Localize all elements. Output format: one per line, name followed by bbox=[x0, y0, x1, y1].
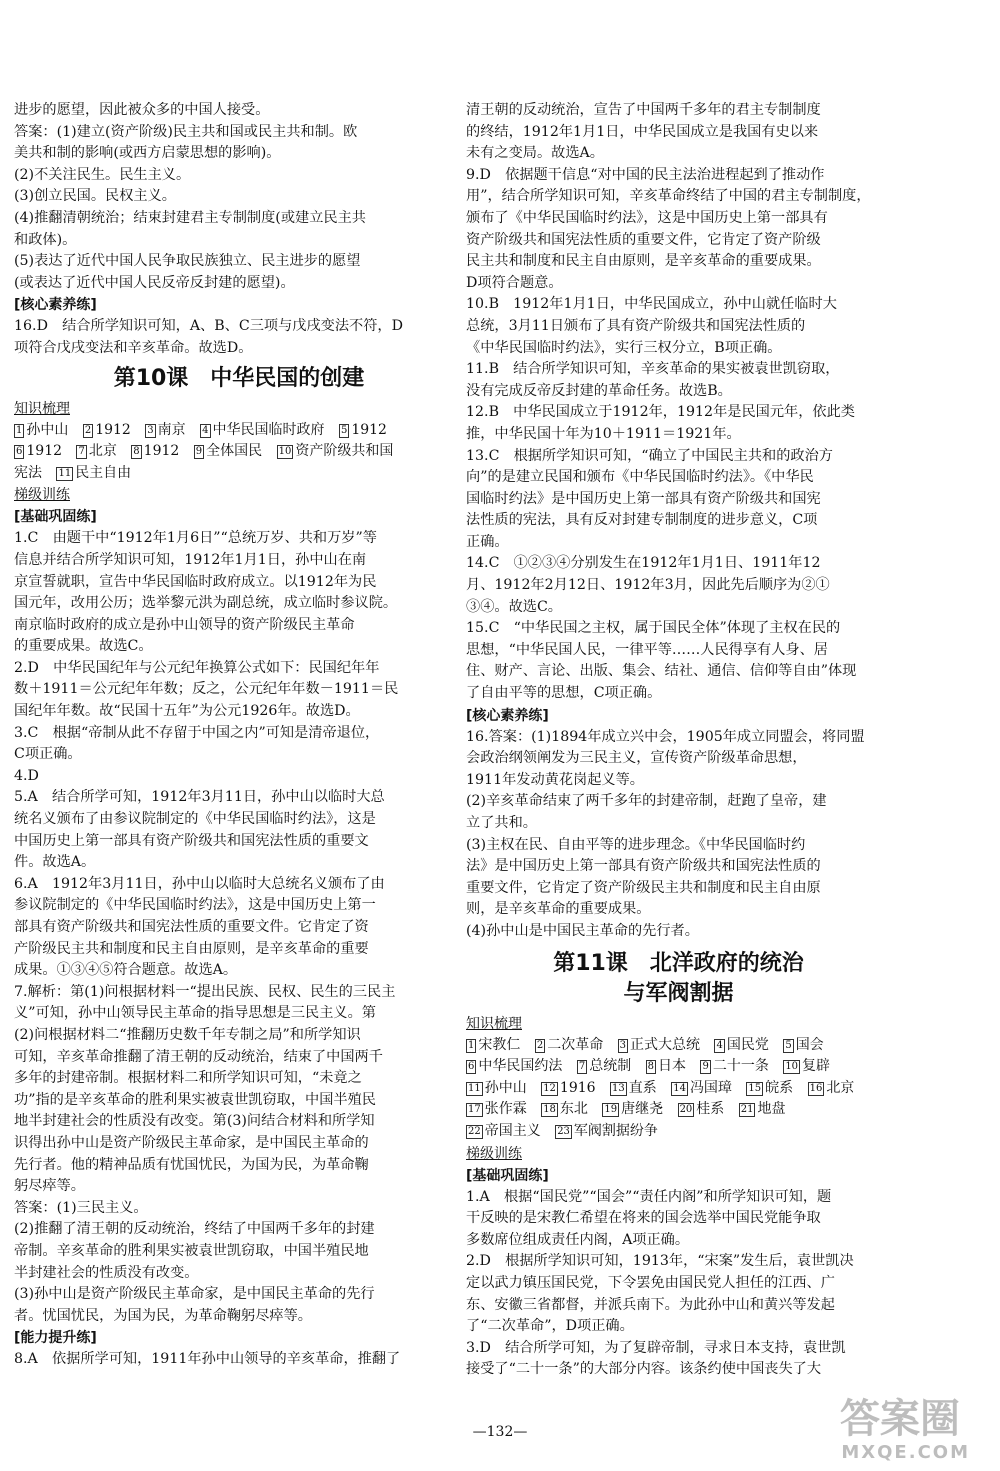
watermark-logo: 答案圈 bbox=[840, 1396, 960, 1442]
text-line: 的重要成果。故选C。 bbox=[14, 638, 153, 655]
knowledge-item: 10 复辟 bbox=[785, 1058, 831, 1075]
knowledge-row bbox=[466, 1056, 891, 1078]
text-line: 2.D 根据所学知识可知，1913年，“宋案”发生后，袁世凯决 bbox=[466, 1253, 854, 1270]
knowledge-item: 2 二次革命 bbox=[536, 1036, 604, 1053]
knowledge-item: 3 南京 bbox=[147, 421, 186, 438]
text-line: 8.A 依据所学可知，1911年孙中山领导的辛亥革命，推翻了 bbox=[14, 1351, 401, 1368]
knowledge-item: 7 北京 bbox=[78, 443, 117, 460]
knowledge-item: 17 张作霖 bbox=[468, 1101, 527, 1118]
text-line: 11.B 结合所学知识可知，辛亥革命的果实被袁世凯窃取， bbox=[466, 361, 840, 378]
text-line: 用”，结合所学知识可知，辛亥革命终结了中国的君主专制制度， bbox=[466, 188, 871, 205]
text-line: (5)表达了近代中国人民争取民族独立、民主进步的愿望 bbox=[14, 253, 361, 270]
page-number: —132— bbox=[472, 1424, 528, 1440]
text-line: 资产阶级共和国宪法性质的重要文件，它肯定了资产阶级 bbox=[466, 231, 821, 248]
text-line: 躬尽瘁等。 bbox=[14, 1178, 85, 1195]
knowledge-item: 5 国会 bbox=[785, 1036, 824, 1053]
knowledge-item: 6 1912 bbox=[16, 443, 63, 460]
text-line: 义”可知，孙中山领导民主革命的指导思想是三民主义。第 bbox=[14, 1005, 376, 1022]
knowledge-item: 8 日本 bbox=[647, 1058, 687, 1075]
knowledge-item: 23 军阀割据纷争 bbox=[557, 1122, 658, 1139]
text-line: 定以武力镇压国民党，下令罢免由国民党人担任的江西、广 bbox=[466, 1274, 835, 1291]
text-line: 1.A 根据“国民党”“国会”“责任内阁”和所学知识可知，题 bbox=[466, 1188, 832, 1205]
knowledge-item: 21 地盘 bbox=[740, 1101, 786, 1118]
text-line: (4)推翻清朝统治；结束封建君主专制制度(或建立民主共 bbox=[14, 209, 366, 226]
knowledge-item: 4 中华民国临时政府 bbox=[202, 421, 325, 438]
lesson-title: 第10课 中华民国的创建 bbox=[113, 365, 365, 391]
text-line: (或表达了近代中国人民反帝反封建的愿望)。 bbox=[14, 274, 295, 291]
text-line: 美共和制的影响(或西方启蒙思想的影响)。 bbox=[14, 145, 281, 162]
section-heading: 知识梳理 bbox=[14, 400, 70, 417]
text-line: 数＋1911＝公元纪年年数；反之，公元纪年年数－1911＝民 bbox=[14, 681, 399, 698]
text-line: 者。忧国忧民，为国为民，为革命鞠躬尽瘁等。 bbox=[14, 1307, 312, 1324]
knowledge-item: 宪法 bbox=[14, 464, 42, 481]
knowledge-item: 19 唐继尧 bbox=[604, 1101, 664, 1118]
text-line: 2.D 中华民国纪年与公元纪年换算公式如下：民国纪年年 bbox=[14, 659, 380, 676]
knowledge-item: 7 总统制 bbox=[578, 1058, 632, 1075]
text-line: 则，是辛亥革命的重要成果。 bbox=[466, 901, 651, 918]
text-line: 功”指的是辛亥革命的胜利果实被袁世凯窃取，中国半殖民 bbox=[14, 1091, 376, 1108]
knowledge-item: 8 1912 bbox=[133, 443, 180, 460]
text-line: 向”的是建立民国和颁布《中华民国临时约法》。《中华民 bbox=[466, 469, 814, 486]
knowledge-item: 5 1912 bbox=[340, 421, 387, 438]
text-line: 6.A 1912年3月11日，孙中山以临时大总统名义颁布了由 bbox=[14, 875, 385, 892]
right-column bbox=[466, 100, 891, 1381]
text-line: 东、安徽三省都督，并派兵南下。为此孙中山和黄兴等发起 bbox=[466, 1296, 835, 1313]
text-line: 16.D 结合所学知识可知，A、B、C三项与戊戌变法不符，D bbox=[14, 318, 403, 335]
knowledge-item: 6 中华民国约法 bbox=[468, 1058, 563, 1075]
watermark-site: MXQE.COM bbox=[841, 1442, 970, 1463]
knowledge-item: 20 桂系 bbox=[679, 1101, 725, 1118]
text-line: 10.B 1912年1月1日，中华民国成立，孙中山就任临时大 bbox=[466, 296, 837, 313]
text-line: 产阶级民主共和制度和民主自由原则，是辛亥革命的重要 bbox=[14, 940, 369, 957]
lesson-title: 第11课 北洋政府的统治 bbox=[553, 950, 804, 976]
text-line: (2)辛亥革命结束了两千多年的封建帝制，赶跑了皇帝，建 bbox=[466, 793, 827, 810]
text-line: 13.C 根据所学知识可知，“确立了中国民主共和的政治方 bbox=[466, 447, 833, 464]
lesson-title-continued: 与军阀割据 bbox=[623, 980, 734, 1006]
text-line: 《中华民国临时约法》，实行三权分立，B项正确。 bbox=[466, 339, 782, 356]
text-line: 和政体)。 bbox=[14, 231, 77, 248]
knowledge-item: 16 北京 bbox=[809, 1079, 855, 1096]
text-line: 多数席位组成责任内阁，A项正确。 bbox=[466, 1231, 690, 1248]
text-line: (4)孙中山是中国民主革命的先行者。 bbox=[466, 922, 699, 939]
knowledge-row bbox=[466, 1035, 891, 1057]
knowledge-item: 3 正式大总统 bbox=[619, 1036, 701, 1053]
text-line: 法性质的宪法，具有反对封建专制制度的进步意义，C项 bbox=[466, 512, 818, 529]
knowledge-row bbox=[466, 1121, 891, 1143]
text-line: 民主共和制度和民主自由原则，是辛亥革命的重要成果。 bbox=[466, 253, 821, 270]
knowledge-item: 10 资产阶级共和国 bbox=[278, 443, 394, 460]
text-line: 思想，“中华民国人民，一律平等……人民得享有人身、居 bbox=[466, 641, 828, 658]
text-line: 帝制。辛亥革命的胜利果实被袁世凯窃取，中国半殖民地 bbox=[14, 1242, 369, 1259]
text-line: 干反映的是宋教仁希望在将来的国会选举中国民党能争取 bbox=[466, 1210, 821, 1227]
knowledge-row bbox=[466, 1099, 891, 1121]
knowledge-item: 22 帝国主义 bbox=[468, 1122, 541, 1139]
text-line: 12.B 中华民国成立于1912年，1912年是民国元年，依此类 bbox=[466, 404, 855, 421]
knowledge-row bbox=[466, 1078, 891, 1100]
text-line: 颁布了《中华民国临时约法》，这是中国历史上第一部具有 bbox=[466, 209, 828, 226]
text-line: 9.D 依据题干信息“对中国的民主法治进程起到了推动作 bbox=[466, 166, 825, 183]
section-heading: 知识梳理 bbox=[466, 1015, 522, 1032]
knowledge-item: 9 二十一条 bbox=[702, 1058, 769, 1075]
text-line: 法》是中国历史上第一部具有资产阶级共和国宪法性质的 bbox=[466, 858, 821, 875]
text-line: 了“二次革命”，D项正确。 bbox=[466, 1318, 634, 1335]
text-line: 进步的愿望，因此被众多的中国人接受。 bbox=[14, 102, 270, 118]
text-line: 正确。 bbox=[466, 533, 509, 550]
text-line: (2)推翻了清王朝的反动统治，终结了中国两千多年的封建 bbox=[14, 1221, 375, 1238]
text-line: 的终结，1912年1月1日，中华民国成立是我国有史以来 bbox=[466, 123, 819, 140]
text-line: (2)问根据材料二“推翻历史数千年专制之局”和所学知识 bbox=[14, 1026, 361, 1043]
knowledge-item: 1 孙中山 bbox=[16, 421, 69, 438]
text-line: 7.解析：第(1)问根据材料一“提出民族、民权、民生的三民主 bbox=[14, 983, 396, 1000]
text-line: 统名义颁布了由参议院制定的《中华民国临时约法》，这是 bbox=[14, 811, 376, 828]
text-line: 半封建社会的性质没有改变。 bbox=[14, 1264, 199, 1281]
text-line: 识得出孙中山是资产阶级民主革命家，是中国民主革命的 bbox=[14, 1134, 369, 1151]
text-line: 中国历史上第一部具有资产阶级共和国宪法性质的重要文 bbox=[14, 832, 369, 849]
text-line: 会政治纲领阐发为三民主义，宣传资产阶级革命思想， bbox=[466, 750, 807, 767]
section-tag: [基础巩固练] bbox=[14, 509, 97, 526]
text-line: 14.C ①②③④分别发生在1912年1月1日、1911年12 bbox=[466, 555, 821, 572]
text-line: 地半封建社会的性质没有改变。第(3)问结合材料和所学知 bbox=[14, 1113, 375, 1130]
text-line: 未有之变局。故选A。 bbox=[466, 145, 604, 162]
text-line: 了自由平等的思想，C项正确。 bbox=[466, 685, 662, 702]
text-line: 先行者。他的精神品质有忧国忧民，为国为民，为革命鞠 bbox=[14, 1156, 369, 1173]
answer-line: 答案：(1)建立(资产阶级)民主共和国或民主共和制。欧 bbox=[14, 123, 358, 140]
text-line: 5.A 结合所学可知，1912年3月11日，孙中山以临时大总 bbox=[14, 789, 385, 806]
knowledge-item: 15 皖系 bbox=[748, 1079, 794, 1096]
knowledge-item: 12 1916 bbox=[543, 1079, 596, 1096]
text-line: D项符合题意。 bbox=[466, 274, 563, 291]
knowledge-item: 14 冯国璋 bbox=[673, 1079, 732, 1096]
left-column bbox=[14, 100, 464, 1371]
section-tag: [能力提升练] bbox=[14, 1330, 97, 1347]
knowledge-row bbox=[14, 463, 464, 485]
text-line: 住、财产、言论、出版、集会、结社、通信、信仰等自由”体现 bbox=[466, 663, 857, 680]
text-line: 信息并结合所学知识可知，1912年1月1日，孙中山在南 bbox=[14, 551, 367, 568]
text-line: 南京临时政府的成立是孙中山领导的资产阶级民主革命 bbox=[14, 616, 355, 633]
text-line: 推，中华民国十年为10＋1911＝1921年。 bbox=[466, 425, 741, 442]
text-line: 国临时约法》是中国历史上第一部具有资产阶级共和国宪 bbox=[466, 490, 821, 507]
text-line: 京宣誓就职，宣告中华民国临时政府成立。以1912年为民 bbox=[14, 573, 377, 590]
section-heading: 梯级训练 bbox=[14, 487, 70, 504]
answer-line: 答案：(1)三民主义。 bbox=[14, 1199, 148, 1216]
text-line: 国纪年年数。故“民国十五年”为公元1926年。故选D。 bbox=[14, 703, 360, 720]
text-line: 总统，3月11日颁布了具有资产阶级共和国宪法性质的 bbox=[466, 317, 806, 334]
knowledge-row bbox=[14, 441, 464, 463]
text-line: 参议院制定的《中华民国临时约法》，这是中国历史上第一 bbox=[14, 897, 376, 914]
section-tag: [基础巩固练] bbox=[466, 1167, 549, 1184]
text-line: (3)孙中山是资产阶级民主革命家，是中国民主革命的先行 bbox=[14, 1286, 375, 1303]
text-line: 15.C “中华民国之主权，属于国民全体”体现了主权在民的 bbox=[466, 620, 841, 637]
knowledge-item: 13 直系 bbox=[612, 1079, 657, 1096]
text-line: 没有完成反帝反封建的革命任务。故选B。 bbox=[466, 382, 732, 399]
knowledge-item: 4 国民党 bbox=[716, 1036, 769, 1053]
text-line: ③④。故选C。 bbox=[466, 598, 562, 615]
text-line: C项正确。 bbox=[14, 746, 82, 763]
text-line: 3.C 根据“帝制从此不存留于中国之内”可知是清帝退位， bbox=[14, 724, 380, 741]
text-line: (3)创立民国。民权主义。 bbox=[14, 188, 176, 205]
text-line: 立了共和。 bbox=[466, 815, 537, 831]
text-line: 重要文件，它肯定了资产阶级民主共和制度和民主自由原 bbox=[466, 879, 821, 896]
text-line: 部具有资产阶级共和国宪法性质的重要文件。它肯定了资 bbox=[14, 919, 369, 935]
text-line: 项符合戊戌变法和辛亥革命。故选D。 bbox=[14, 339, 253, 356]
knowledge-item: 2 1912 bbox=[84, 421, 131, 438]
text-line: 接受了“二十一条”的大部分内容。该条约使中国丧失了大 bbox=[466, 1361, 822, 1378]
text-line: 多年的封建帝制。根据材料二和所学知识可知，“未竟之 bbox=[14, 1070, 362, 1087]
knowledge-row bbox=[14, 420, 464, 442]
knowledge-item: 11 孙中山 bbox=[468, 1079, 527, 1096]
text-line: 成果。①③④⑤符合题意。故选A。 bbox=[14, 962, 238, 979]
text-line: (3)主权在民、自由平等的进步理念。《中华民国临时约 bbox=[466, 836, 806, 853]
text-line: 件。故选A。 bbox=[14, 854, 96, 871]
section-heading: 梯级训练 bbox=[466, 1145, 522, 1162]
text-line: 清王朝的反动统治，宣告了中国两千多年的君主专制制度 bbox=[466, 102, 821, 118]
text-line: (2)不关注民生。民生主义。 bbox=[14, 166, 191, 183]
text-line: 国元年，改用公历；选举黎元洪为副总统，成立临时参议院。 bbox=[14, 595, 398, 612]
text-line: 1911年发动黄花岗起义等。 bbox=[466, 771, 644, 788]
knowledge-item: 9 全体国民 bbox=[195, 443, 263, 460]
section-tag: [核心素养练] bbox=[14, 297, 97, 314]
text-line: 1.C 由题干中“1912年1月6日”“总统万岁、共和万岁”等 bbox=[14, 530, 377, 547]
knowledge-item: 1 宋教仁 bbox=[468, 1036, 521, 1053]
answer-line: 16.答案：(1)1894年成立兴中会，1905年成立同盟会，将同盟 bbox=[466, 728, 865, 745]
text-line: 可知，辛亥革命推翻了清王朝的反动统治，结束了中国两千 bbox=[14, 1048, 383, 1065]
section-tag: [核心素养练] bbox=[466, 707, 549, 724]
text-line: 3.D 结合所学可知，为了复辟帝制，寻求日本支持，袁世凯 bbox=[466, 1339, 846, 1356]
knowledge-item: 11 民主自由 bbox=[58, 464, 132, 481]
knowledge-item: 18 东北 bbox=[543, 1101, 588, 1118]
text-line: 月、1912年2月12日、1912年3月，因此先后顺序为②① bbox=[466, 577, 830, 594]
text-line: 4.D bbox=[14, 767, 39, 784]
